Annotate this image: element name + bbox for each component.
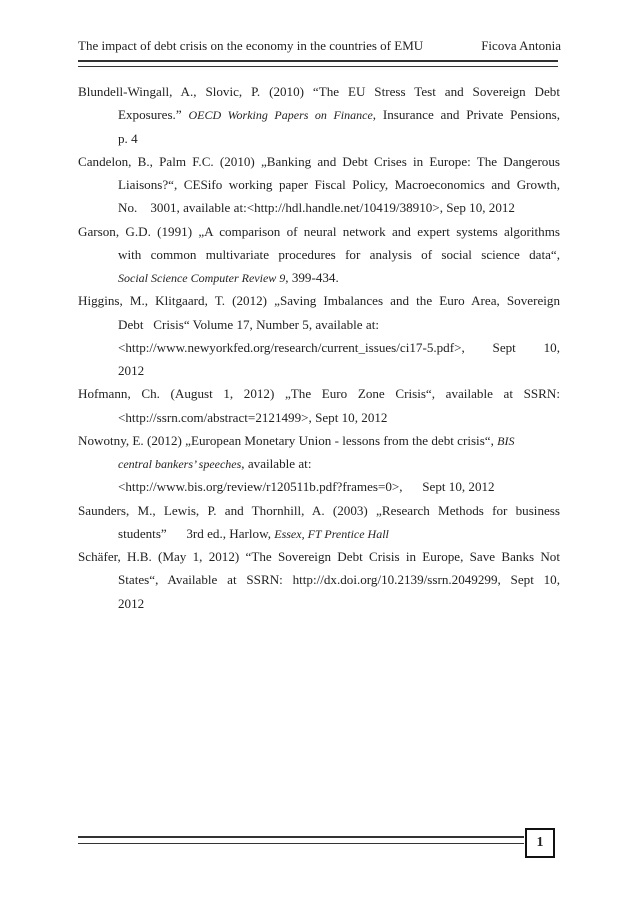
- document-title: The impact of debt crisis on the economy in the countries of EMU: [78, 38, 424, 53]
- reference-line: Garson, G.D. (1991) „A comparison of neural network and expert systems algorithms: [78, 223, 560, 239]
- reference-line: p. 4: [118, 130, 138, 146]
- reference-line: Exposures.” OECD Working Papers on Finance, Insurance and Private Pensions,: [118, 107, 560, 123]
- reference-line: Saunders, M., Lewis, P. and Thornhill, A. (2003) „Research Methods for business: [78, 502, 560, 518]
- reference-line: <http://ssrn.com/abstract=2121499>, Sept 10, 2012: [118, 409, 388, 425]
- reference-line: Blundell-Wingall, A., Slovic, P. (2010) “The EU Stress Test and Sovereign Debt: [78, 84, 560, 99]
- reference-line: 2012: [118, 363, 145, 378]
- reference-line: Candelon, B., Palm F.C. (2010) „Banking and Debt Crises in Europe: The Dangerous: [78, 153, 560, 169]
- reference-entry: [78, 289, 560, 382]
- reference-line: <http://www.newyorkfed.org/research/current_issues/ci17-5.pdf>, Sept 10,: [118, 339, 560, 355]
- reference-line: Schäfer, H.B. (May 1, 2012) “The Sovereign Debt Crisis in Europe, Save Banks Not: [78, 549, 560, 564]
- page-header: [78, 38, 563, 56]
- reference-line: students” 3rd ed., Harlow, Essex, FT Prentice Hall: [118, 525, 389, 541]
- header-rule: [78, 60, 558, 67]
- reference-entry: [78, 382, 560, 429]
- reference-line: Social Science Computer Review 9, 399-434.: [118, 270, 339, 285]
- reference-list: [78, 80, 560, 615]
- reference-line: 2012: [118, 595, 145, 611]
- page-number: 1: [525, 828, 555, 858]
- reference-entry: [78, 80, 560, 150]
- footer-rule: [78, 836, 524, 844]
- reference-entry: [78, 545, 560, 615]
- reference-entry: [78, 429, 560, 499]
- reference-line: Nowotny, E. (2012) „European Monetary Union - lessons from the debt crisis“, BIS: [78, 432, 515, 448]
- reference-line: central bankers’ speeches, available at:: [118, 456, 312, 471]
- reference-line: <http://www.bis.org/review/r120511b.pdf?frames=0>, Sept 10, 2012: [118, 479, 495, 495]
- reference-line: No. 3001, available at:<http://hdl.handle.net/10419/38910>, Sep 10, 2012: [118, 200, 515, 216]
- reference-entry: [78, 220, 560, 290]
- reference-line: Liaisons?“, CESifo working paper Fiscal Policy, Macroeconomics and Growth,: [118, 177, 560, 192]
- author-name: Ficova Antonia: [481, 38, 561, 53]
- reference-line: Hofmann, Ch. (August 1, 2012) „The Euro Zone Crisis“, available at SSRN:: [78, 386, 560, 402]
- reference-line: with common multivariate procedures for analysis of social science data“,: [118, 246, 560, 262]
- reference-line: Higgins, M., Klitgaard, T. (2012) „Saving Imbalances and the Euro Area, Sovereign: [78, 293, 560, 309]
- reference-line: Debt Crisis“ Volume 17, Number 5, available at:: [118, 316, 379, 332]
- reference-entry: [78, 499, 560, 546]
- reference-line: States“, Available at SSRN: http://dx.doi.org/10.2139/ssrn.2049299, Sept 10,: [118, 572, 560, 588]
- reference-entry: [78, 150, 560, 220]
